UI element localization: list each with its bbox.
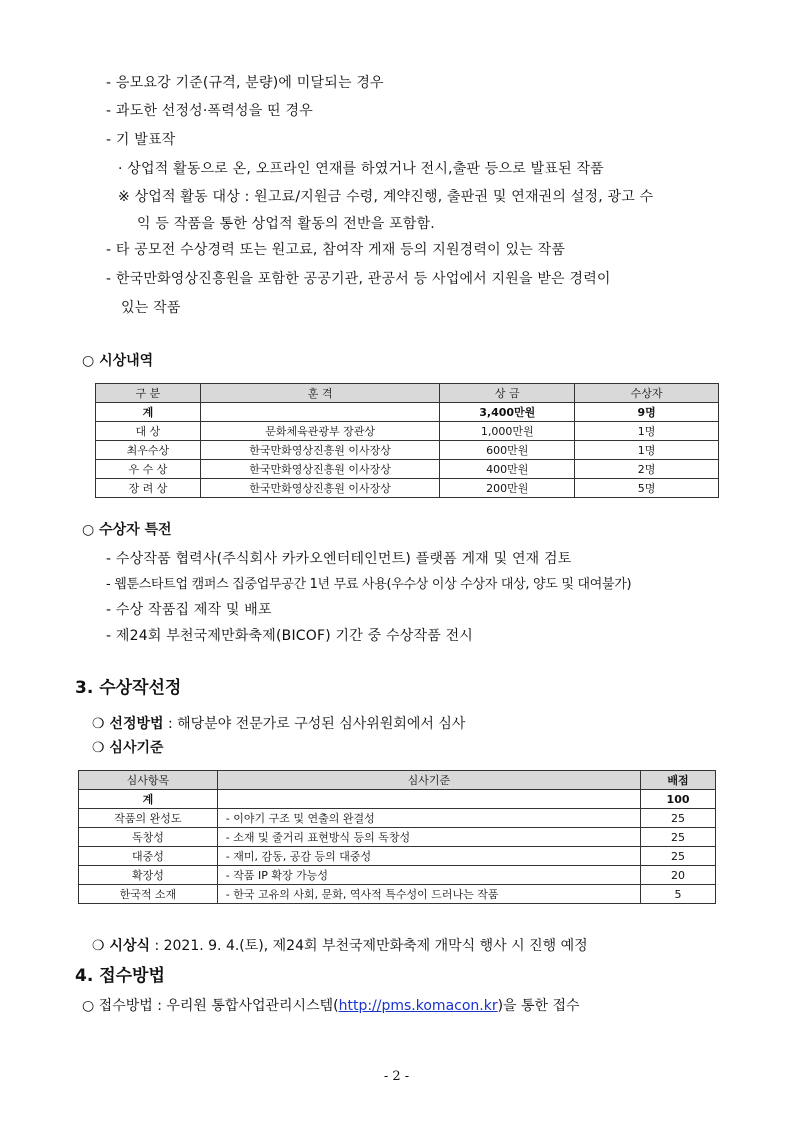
table-row — [79, 828, 716, 847]
section-heading: 3. 수상작선정 — [75, 678, 182, 698]
table-cell: 200만원 — [440, 479, 575, 498]
submission-link[interactable]: http://pms.komacon.kr — [338, 998, 498, 1014]
submission-line — [82, 997, 580, 1015]
table-cell: 대중성 — [79, 847, 218, 866]
table-cell: 9명 — [575, 403, 719, 422]
table-cell: 계 — [96, 403, 201, 422]
selection-method-text: : 해당분야 전문가로 구성된 심사위원회에서 심사 — [163, 716, 466, 732]
table-cell — [217, 790, 640, 809]
table-cell: - 한국 고유의 사회, 문화, 역사적 특수성이 드러나는 작품 — [217, 885, 640, 904]
table-cell: 25 — [641, 828, 716, 847]
selection-method — [92, 715, 465, 733]
list-item: - 한국만화영상진흥원을 포함한 공공기관, 관공서 등 사업에서 지원을 받은 경력이 — [106, 271, 611, 287]
submission-prefix: ○ 접수방법 : 우리원 통합사업관리시스템( — [82, 998, 339, 1014]
ceremony-label: ❍ 시상식 — [92, 938, 150, 954]
selection-method-label: ❍ 선정방법 — [92, 716, 164, 732]
table-cell: 25 — [641, 809, 716, 828]
table-cell: 5 — [641, 885, 716, 904]
table-row — [79, 847, 716, 866]
table-cell: - 소재 및 줄거리 표현방식 등의 독창성 — [217, 828, 640, 847]
table-cell: 400만원 — [440, 460, 575, 479]
submission-suffix: )을 통한 접수 — [497, 998, 580, 1014]
table-cell: 대 상 — [96, 422, 201, 441]
table-header: 배점 — [641, 771, 716, 790]
table-cell: 한국만화영상진흥원 이사장상 — [200, 479, 440, 498]
table-header: 심사기준 — [217, 771, 640, 790]
table-cell: 1명 — [575, 441, 719, 460]
table-cell: 1명 — [575, 422, 719, 441]
list-item: - 응모요강 기준(규격, 분량)에 미달되는 경우 — [106, 75, 384, 91]
list-item: - 과도한 선정성·폭력성을 띤 경우 — [106, 103, 313, 119]
criteria-heading: ❍ 심사기준 — [92, 740, 164, 756]
ceremony-text: : 2021. 9. 4.(토), 제24회 부천국제만화축제 개막식 행사 시 진행 예정 — [150, 938, 588, 954]
table-row-total — [96, 403, 719, 422]
table-row — [96, 479, 719, 498]
table-cell: 한국만화영상진흥원 이사장상 — [200, 460, 440, 479]
table-row-total — [79, 790, 716, 809]
awards-table — [95, 383, 719, 498]
table-row — [96, 441, 719, 460]
table-cell: 문화체육관광부 장관상 — [200, 422, 440, 441]
criteria-table — [78, 770, 716, 904]
table-cell: - 이야기 구조 및 연출의 완결성 — [217, 809, 640, 828]
list-item: - 기 발표작 — [106, 132, 176, 148]
table-row — [79, 809, 716, 828]
table-cell: - 작품 IP 확장 가능성 — [217, 866, 640, 885]
list-subitem: · 상업적 활동으로 온, 오프라인 연재를 하였거나 전시,출판 등으로 발표된 작품 — [118, 161, 604, 177]
table-cell: 25 — [641, 847, 716, 866]
table-cell: 독창성 — [79, 828, 218, 847]
table-row — [79, 866, 716, 885]
table-row — [96, 422, 719, 441]
table-row — [79, 885, 716, 904]
list-item: - 수상작품 협력사(주식회사 카카오엔터테인먼트) 플랫폼 게재 및 연재 검토 — [106, 551, 572, 567]
benefits-heading: ○ 수상자 특전 — [82, 522, 172, 538]
section-heading: 4. 접수방법 — [75, 966, 165, 986]
table-header: 구 분 — [96, 384, 201, 403]
awards-heading: ○ 시상내역 — [82, 353, 154, 369]
page-number: - 2 - — [383, 1069, 410, 1084]
list-item: - 제24회 부천국제만화축제(BICOF) 기간 중 수상작품 전시 — [106, 628, 474, 644]
table-cell: 최우수상 — [96, 441, 201, 460]
note-line: ※ 상업적 활동 대상 : 원고료/지원금 수령, 계약진행, 출판권 및 연재권의 설정, 광고 수 — [118, 189, 654, 205]
table-cell: 20 — [641, 866, 716, 885]
table-cell: 2명 — [575, 460, 719, 479]
table-cell: 3,400만원 — [440, 403, 575, 422]
table-cell: 100 — [641, 790, 716, 809]
table-cell: 장 려 상 — [96, 479, 201, 498]
table-cell: 작품의 완성도 — [79, 809, 218, 828]
list-item: - 웹툰스타트업 캠퍼스 집중업무공간 1년 무료 사용(우수상 이상 수상자 대상, 양도 및 대여불가) — [106, 577, 632, 592]
note-line: 익 등 작품을 통한 상업적 활동의 전반을 포함함. — [137, 216, 435, 232]
table-header: 심사항목 — [79, 771, 218, 790]
list-item: - 수상 작품집 제작 및 배포 — [106, 602, 272, 618]
table-cell — [200, 403, 440, 422]
list-item: - 타 공모전 수상경력 또는 원고료, 참여작 게재 등의 지원경력이 있는 작품 — [106, 242, 566, 258]
table-row — [96, 460, 719, 479]
table-header: 상 금 — [440, 384, 575, 403]
table-cell: 한국만화영상진흥원 이사장상 — [200, 441, 440, 460]
table-cell: 우 수 상 — [96, 460, 201, 479]
list-item-continuation: 있는 작품 — [121, 300, 181, 316]
table-header: 훈 격 — [200, 384, 440, 403]
table-cell: 계 — [79, 790, 218, 809]
table-cell: 한국적 소재 — [79, 885, 218, 904]
table-header: 수상자 — [575, 384, 719, 403]
table-cell: 600만원 — [440, 441, 575, 460]
table-cell: 확장성 — [79, 866, 218, 885]
table-cell: - 재미, 감동, 공감 등의 대중성 — [217, 847, 640, 866]
ceremony-line — [92, 937, 588, 955]
table-cell: 5명 — [575, 479, 719, 498]
table-cell: 1,000만원 — [440, 422, 575, 441]
